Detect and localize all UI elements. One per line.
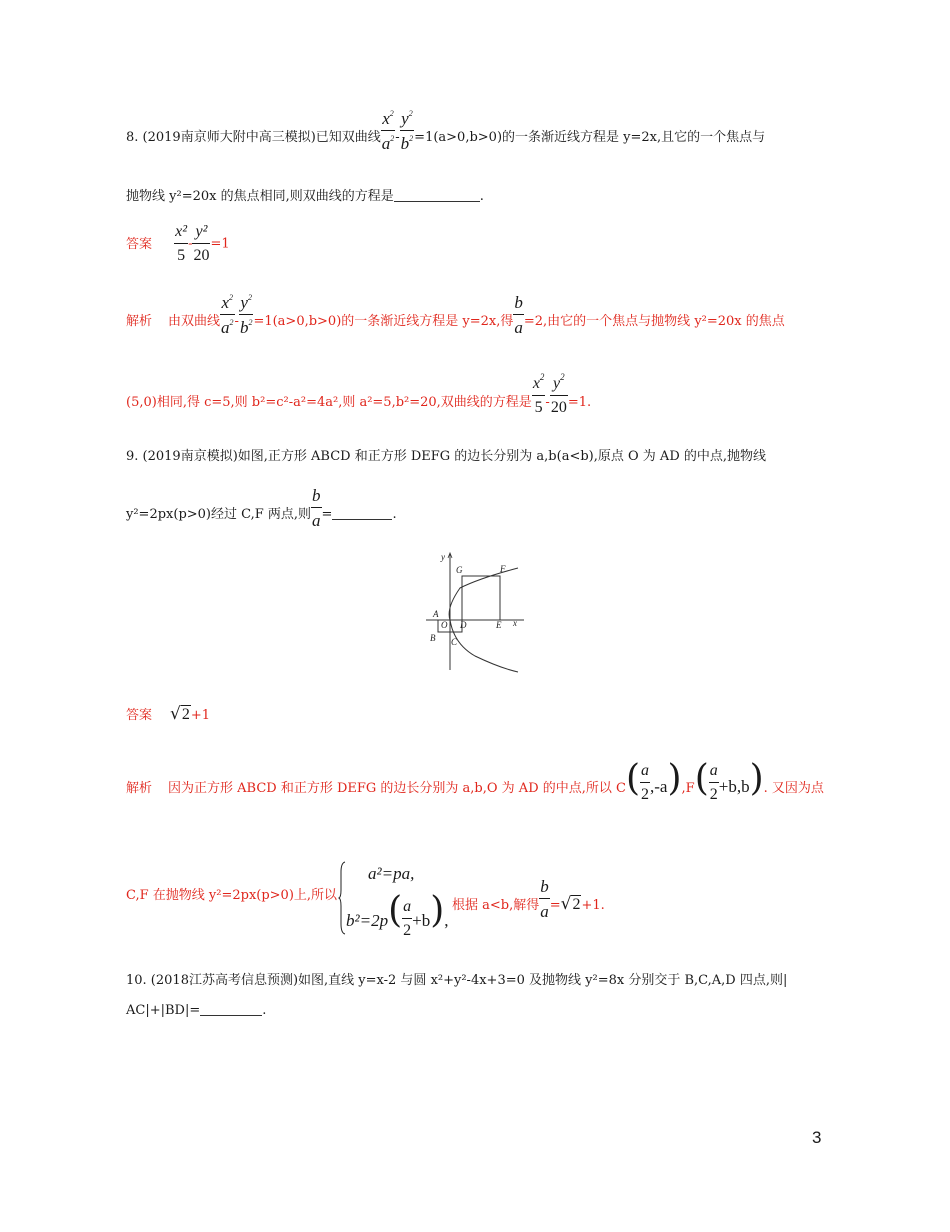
square-defg — [462, 576, 500, 620]
answer-blank — [332, 519, 392, 520]
point-f-coord: ( $\frac{a}{2}$ +b,b) — [694, 758, 764, 803]
answer-rest: =1 — [210, 236, 230, 252]
figure-label: A — [433, 609, 439, 619]
sqrt2: √2 — [170, 704, 190, 724]
answer-label: 答案 — [126, 708, 153, 723]
equation-system: a²=pa, b²=2p( $\frac{a}{2}$ +b), — [338, 860, 448, 936]
page-number: 3 — [812, 1128, 822, 1147]
q8-analysis-line1: 解析 由双曲线 $\frac{x^2}{a^2}$ - $\frac{y^2}{b^2}$ =1(a>0,b>0)的一条渐近线方程是 y=2x,得 $\frac{b}{a}$ =2,由它的一个焦点与抛物线 y²=20x 的焦点 — [126, 293, 785, 337]
q8-prefix: 8. (2019南京师大附中高三模拟)已知双曲线 — [126, 129, 381, 145]
figure-label: O — [441, 620, 448, 630]
fraction: $\frac{b}{a}$ — [312, 486, 321, 530]
figure-label: B — [430, 633, 436, 643]
q8-condition: =1(a>0,b>0)的一条渐近线方程是 y=2x,且它的一个焦点与 — [414, 129, 766, 145]
parabola-squares-figure — [420, 548, 530, 676]
figure-label: C — [451, 637, 458, 647]
figure-label: E — [496, 620, 502, 630]
q8-line1: 8. (2019南京师大附中高三模拟)已知双曲线 $\frac{x^2}{a^2}$ - $\frac{y^2}{b^2}$ =1(a>0,b>0)的一条渐近线方程是 y=2x,且它的一个焦点与 — [126, 109, 766, 153]
answer-blank — [394, 201, 480, 202]
figure-label: D — [460, 620, 467, 630]
q9-answer: 答案 √2+1 — [126, 704, 211, 724]
q9-line2: y²=2px(p>0)经过 C,F 两点,则 $\frac{b}{a}$ = . — [126, 486, 397, 530]
fraction: $\frac{y^2}{b^2}$ — [400, 109, 414, 153]
q9-analysis-line1: 解析 因为正方形 ABCD 和正方形 DEFG 的边长分别为 a,b,O 为 AD 的中点,所以 C( $\frac{a}{2}$ ,-a),F( $\frac{a}{2}$ +b,b). 又因为点 — [126, 758, 824, 803]
fraction: $\frac{b}{a}$ — [514, 293, 523, 337]
q9-analysis-line2-end: 根据 a<b,解得 $\frac{b}{a}$ =√2+1. — [452, 877, 605, 921]
q8-analysis-line2: (5,0)相同,得 c=5,则 b²=c²-a²=4a²,则 a²=5,b²=20,双曲线的方程是 $\frac{x^2}{5}$ - $\frac{y^2}{20}$ =1. — [126, 372, 592, 416]
q10-line2: AC|+|BD|= . — [126, 1003, 267, 1018]
figure-label: y — [441, 552, 445, 562]
q10-line1: 10. (2018江苏高考信息预测)如图,直线 y=x-2 与圆 x²+y²-4x+3=0 及抛物线 y²=8x 分别交于 B,C,A,D 四点,则| — [126, 973, 788, 988]
figure-label: G — [456, 565, 463, 575]
answer-blank — [200, 1015, 262, 1016]
point-c-coord: ( $\frac{a}{2}$ ,-a) — [625, 758, 682, 803]
q8-answer: 答案 $\frac{\text{x²}}{5}$ - $\frac{\text{y²}}{20}$ =1 — [126, 223, 230, 264]
answer-label: 答案 — [126, 236, 153, 252]
figure-label: F — [500, 564, 506, 574]
fraction: $\frac{x^2}{5}$ — [532, 372, 545, 416]
analysis-label: 解析 — [126, 781, 153, 796]
sqrt2: √2 — [560, 893, 581, 914]
fraction: $\frac{\text{x²}}{5}$ — [175, 223, 188, 264]
q8-end: . — [479, 189, 484, 204]
q9-analysis-line2: C,F 在抛物线 y²=2px(p>0)上,所以 — [126, 888, 338, 903]
figure-label: x — [513, 618, 517, 628]
fraction: $\frac{y^2}{b^2}$ — [239, 293, 253, 337]
fraction: $\frac{x^2}{a^2}$ — [221, 293, 234, 337]
fraction: $\frac{\text{y²}}{20}$ — [193, 223, 210, 264]
q9-line1: 9. (2019南京模拟)如图,正方形 ABCD 和正方形 DEFG 的边长分别为 a,b(a<b),原点 O 为 AD 的中点,抛物线 — [126, 449, 767, 464]
q8-line2 — [126, 185, 484, 204]
analysis-label: 解析 — [126, 313, 153, 329]
fraction: $\frac{x^2}{a^2}$ — [381, 109, 395, 153]
fraction: $\frac{y^2}{20}$ — [550, 372, 567, 416]
fraction: $\frac{b}{a}$ — [540, 877, 549, 921]
q8-line2-text: 抛物线 y²=20x 的焦点相同,则双曲线的方程是 — [126, 189, 394, 204]
